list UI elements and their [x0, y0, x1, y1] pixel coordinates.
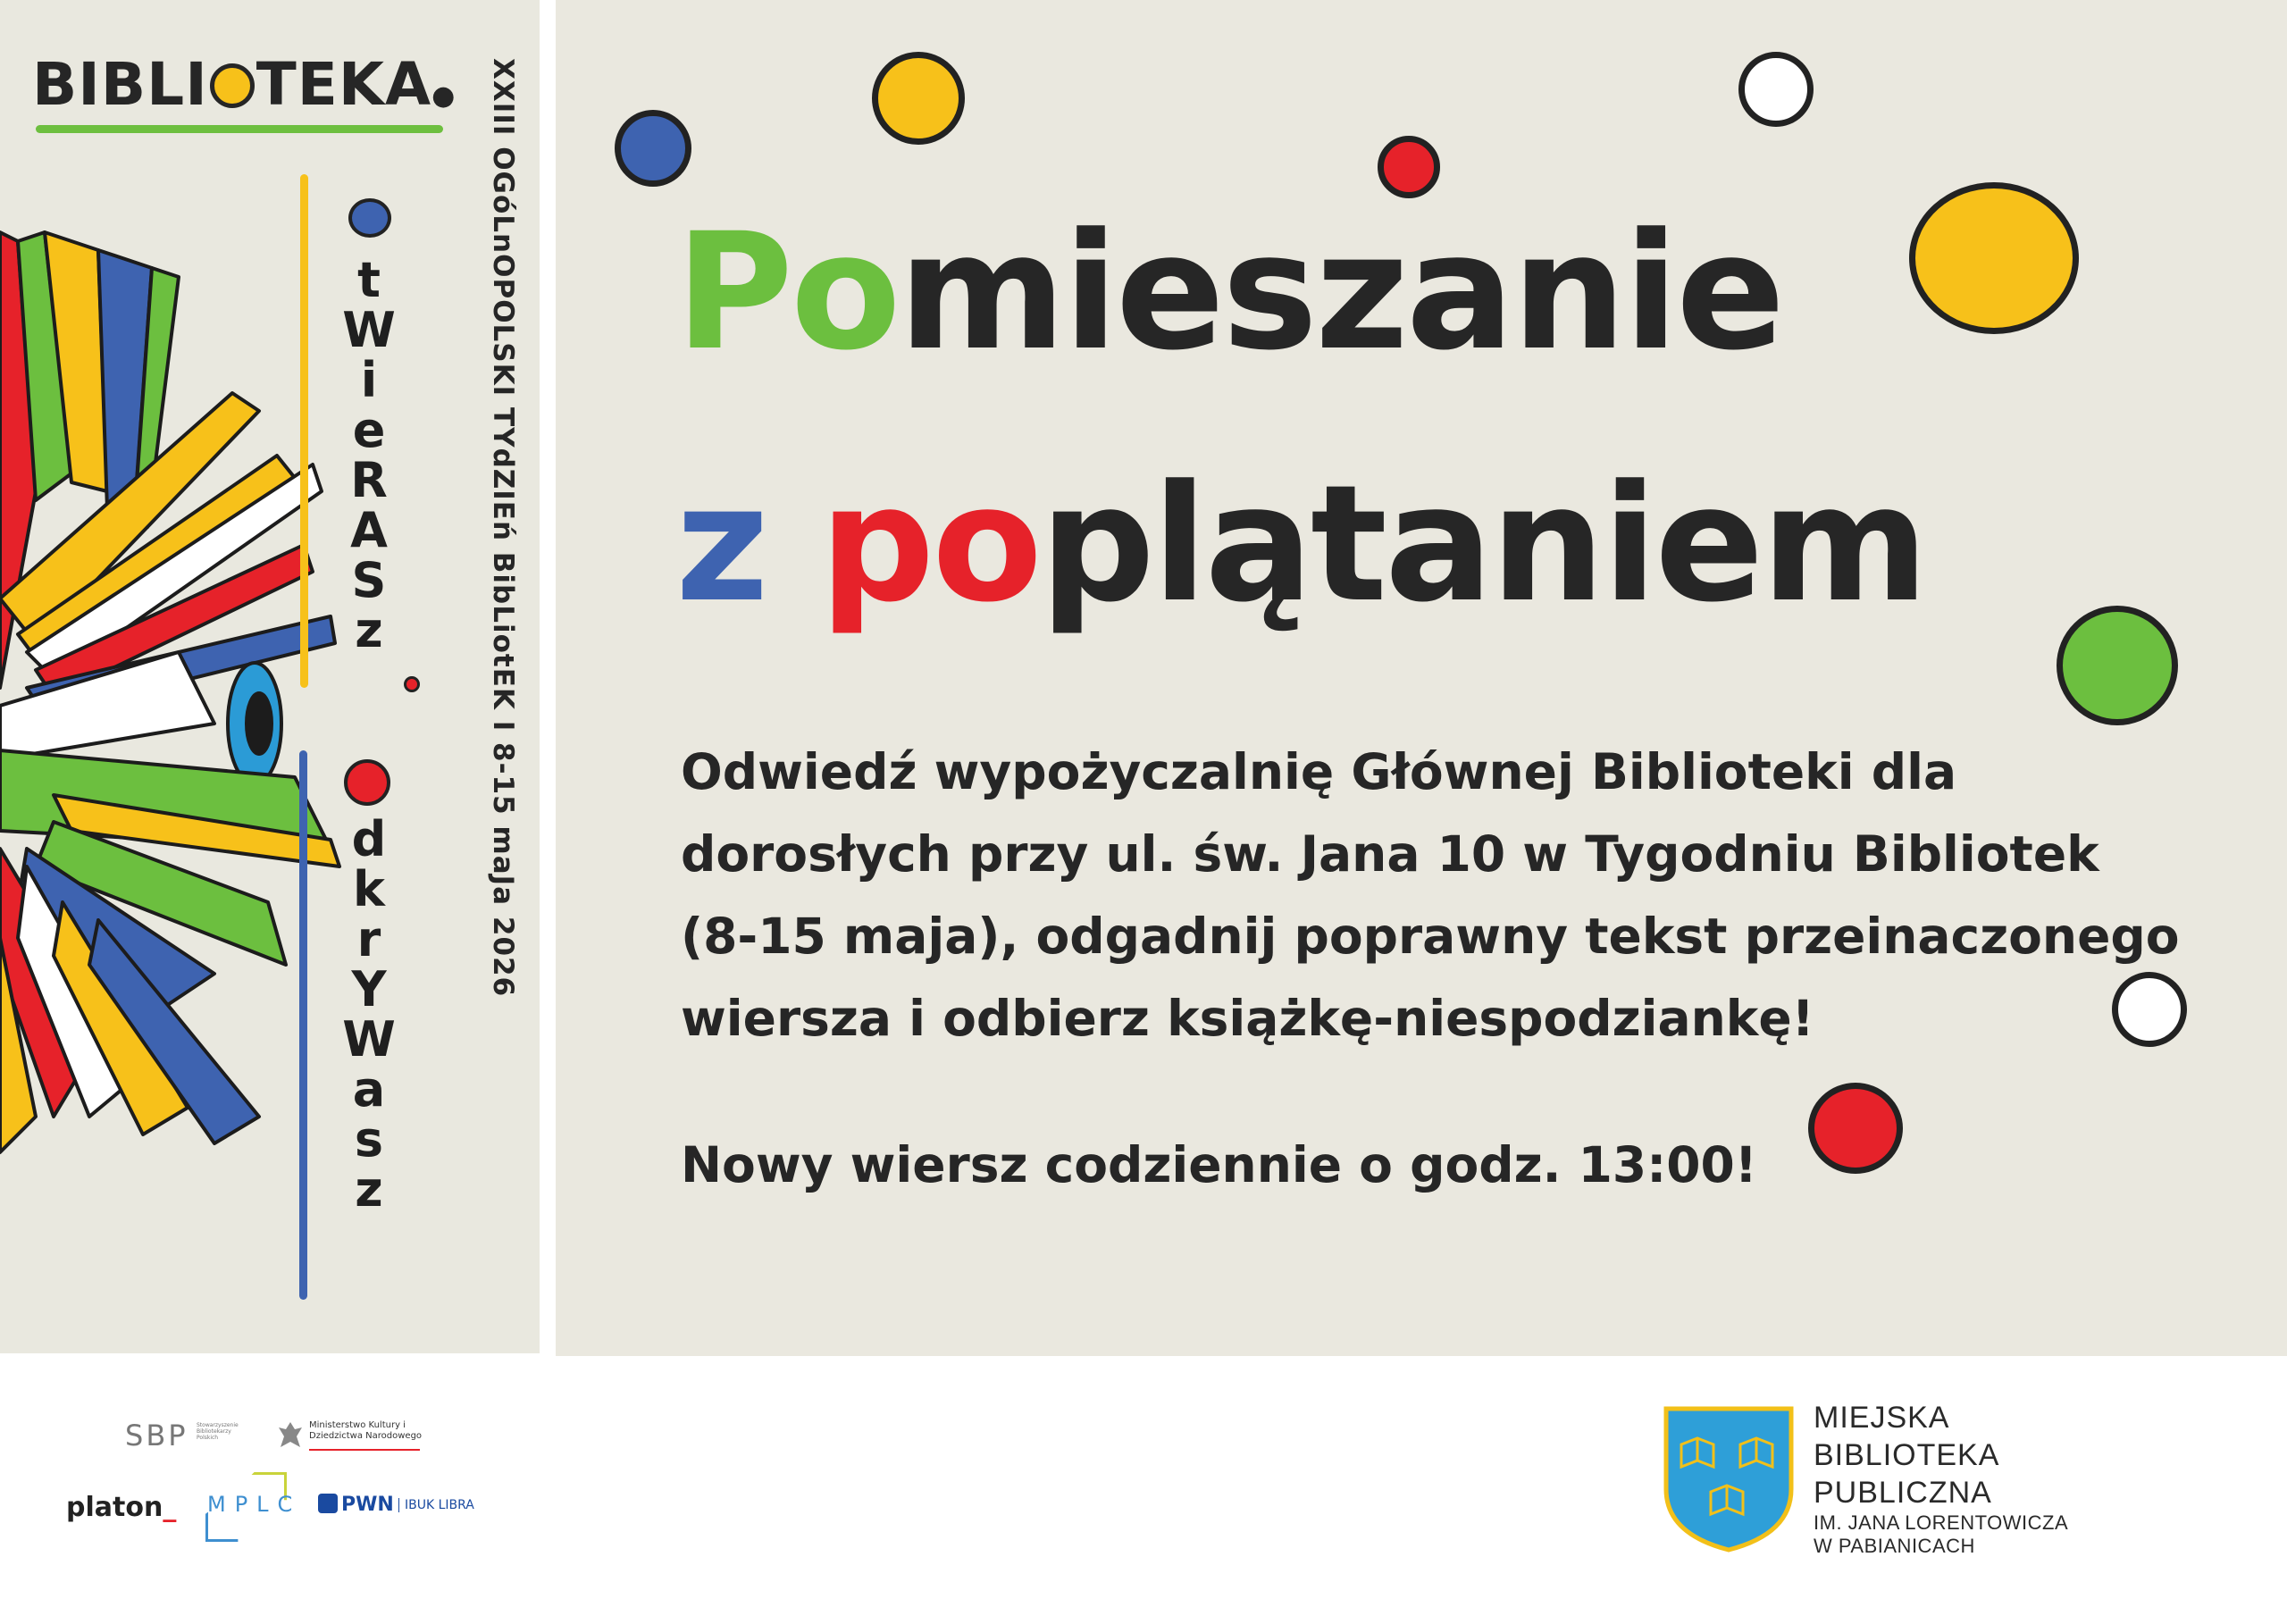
slogan-column-1: t W i e R A S z: [342, 252, 396, 658]
daily-poem-note: Nowy wiersz codziennie o godz. 13:00!: [681, 1136, 1757, 1193]
dot-red-bottom: [1808, 1083, 1903, 1174]
dot-white-top: [1738, 52, 1814, 127]
slogan-line-blue: [299, 750, 307, 1300]
ministry-eagle-icon: [277, 1420, 304, 1451]
pwn-logo: PWN: [341, 1494, 394, 1516]
divider: [540, 0, 556, 1356]
mplc-logo: MPLC: [207, 1492, 302, 1517]
slogan-column-2: d k r Y W a s z: [342, 811, 396, 1218]
ministry-logo-text: Ministerstwo Kultury i Dziedzictwa Narodowego: [309, 1420, 423, 1441]
biblioteka-logo: BIBLI TEKA●: [32, 50, 457, 119]
dot-yellow-large: [1909, 182, 2079, 334]
dot-green: [2057, 606, 2178, 725]
ibuk-logo: IBUK LIBRA: [398, 1498, 474, 1512]
dot-yellow-top: [872, 52, 965, 145]
ministry-underline: [309, 1449, 420, 1451]
logo-underline: [36, 125, 443, 133]
library-crest-icon: [1662, 1404, 1796, 1554]
headline-line-1: Pomieszanie: [675, 199, 1783, 386]
slogan-line-yellow: [300, 174, 308, 688]
pwn-badge: [318, 1494, 338, 1513]
sbp-subtitle: Stowarzyszenie Bibliotekarzy Polskich: [197, 1422, 239, 1441]
slogan-dot-blue: [348, 198, 391, 238]
headline-line-2: z poplątaniem: [675, 451, 1926, 638]
slogan-dot-small-red: [404, 676, 420, 692]
platon-logo: platon_: [66, 1492, 177, 1523]
slogan-dot-red: [344, 759, 390, 806]
library-name: MIEJSKA BIBLIOTEKA PUBLICZNA IM. JANA LORENTOWICZA W PABIANICACH: [1814, 1401, 2069, 1557]
logo-o-dot: [210, 63, 255, 108]
event-description: Odwiedź wypożyczalnię Głównej Biblioteki dla dorosłych przy ul. św. Jana 10 w Tygodniu Bibliotek (8-15 maja), odgadnij poprawny tekst przeinaczonego wiersza i odbierz książkę-niespodziankę!: [681, 743, 2180, 1047]
dot-blue: [615, 110, 691, 187]
event-vertical-title: XXIII OGóLnOPOLSKI TYdZIEń BibLiotEK I 8-15 maJa 2026: [487, 58, 519, 998]
sponsor-area: [0, 1353, 540, 1624]
dot-red-top: [1378, 136, 1440, 198]
sbp-logo: SBP: [125, 1419, 188, 1452]
